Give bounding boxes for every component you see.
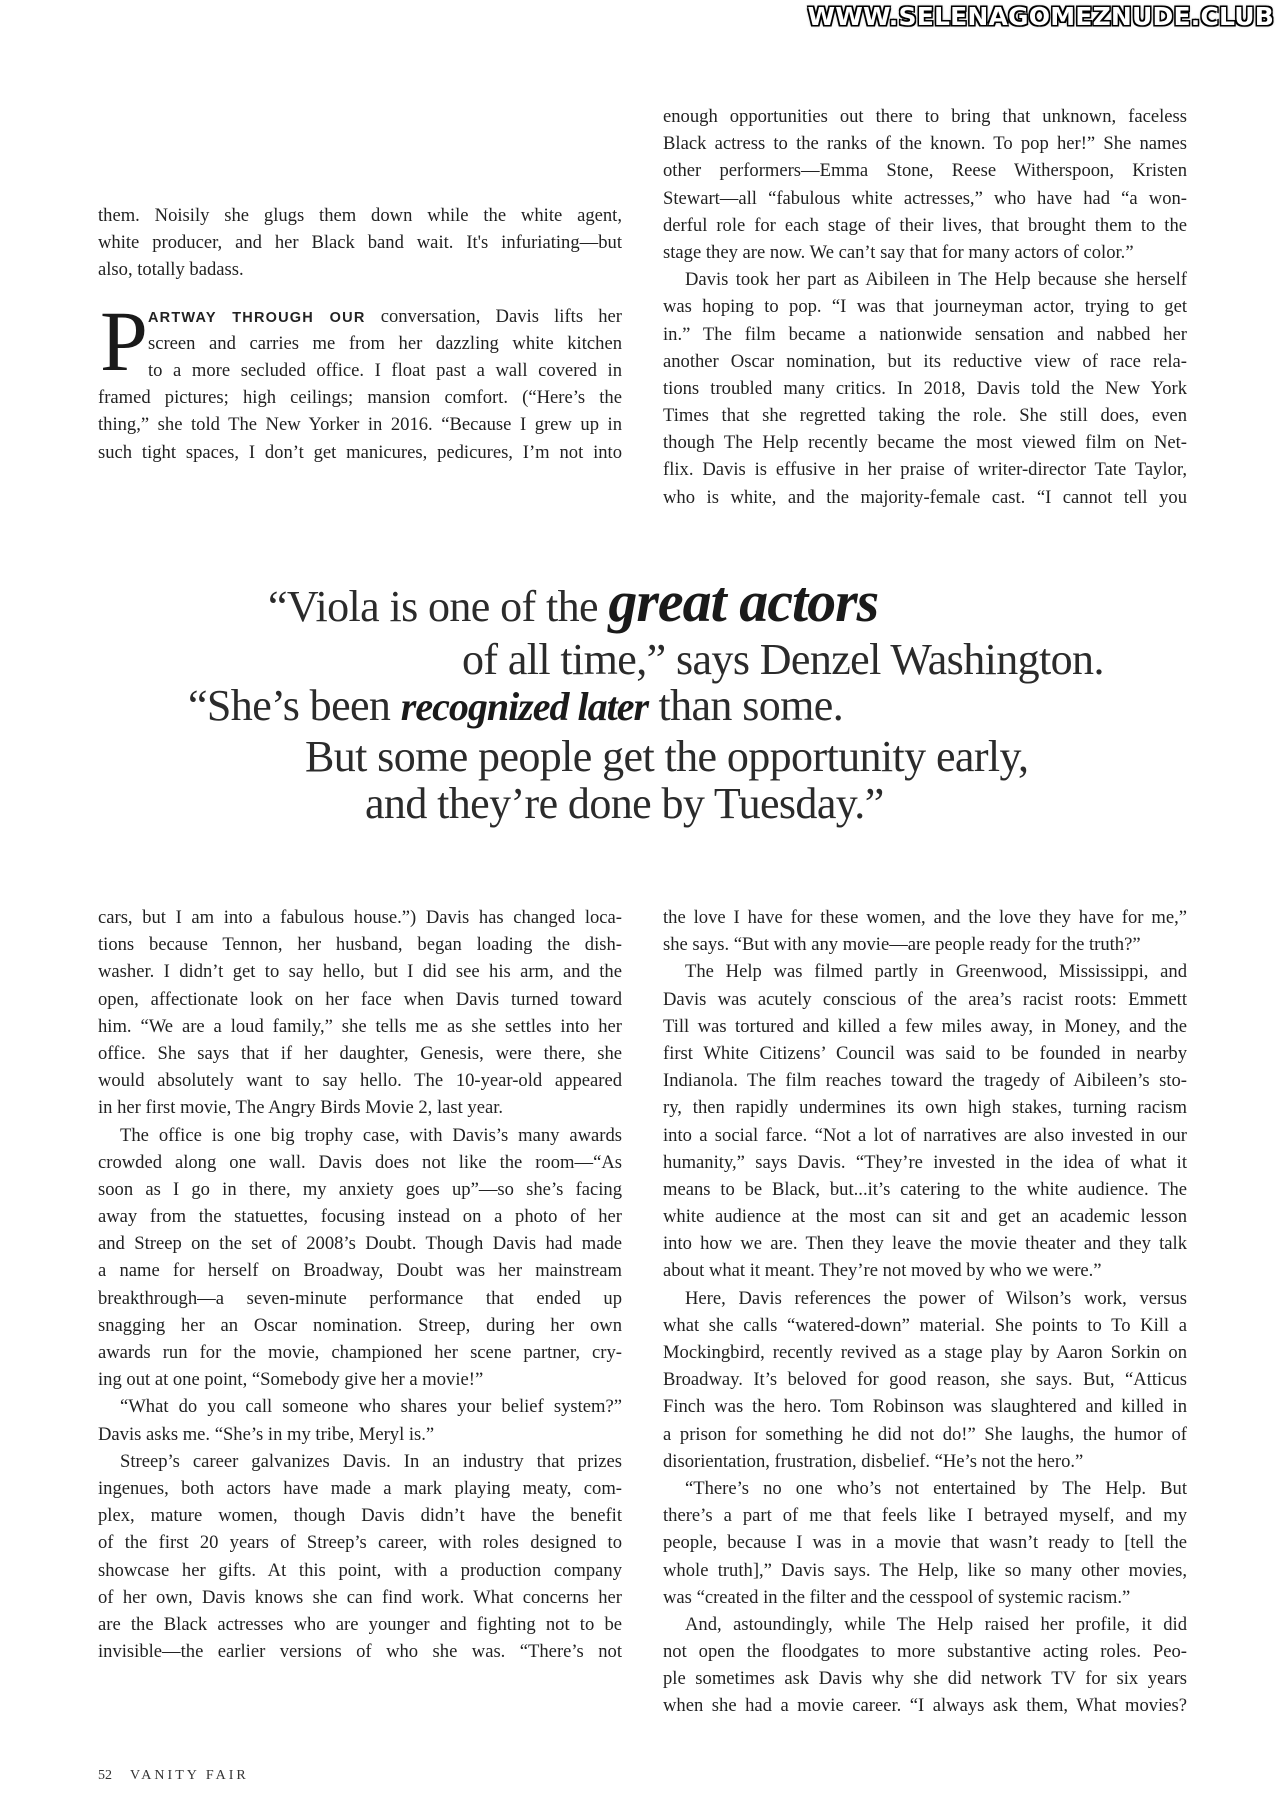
text-line: ingenues, both actors have made a mark playing meaty, com- — [98, 1477, 622, 1499]
text-line: breakthrough—a seven-minute performance that ended up — [98, 1287, 622, 1309]
text-line: awards run for the movie, championed her scene partner, cry- — [98, 1342, 622, 1363]
text-line: Davis asks me. “She’s in my tribe, Meryl is.” — [98, 1423, 435, 1445]
text-line: ry, then rapidly undermines its own high stakes, turning racism — [663, 1097, 1187, 1119]
text-line: washer. I didn’t get to say hello, but I did see his arm, and the — [98, 961, 622, 983]
text-line: also, totally badass. — [98, 259, 244, 281]
text-line: other performers—Emma Stone, Reese Witherspoon, Kristen — [663, 160, 1187, 182]
text-line: enough opportunities out there to bring that unknown, faceless — [663, 106, 1187, 127]
text-line: of the first 20 years of Streep’s career, with roles designed to — [98, 1532, 622, 1554]
text-line: was hoping to pop. “I was that journeyman actor, trying to get — [663, 296, 1187, 318]
pull-quote-text: “Viola is one of the — [268, 582, 609, 631]
text-line: ple sometimes ask Davis why she did network TV for six years — [663, 1668, 1187, 1690]
text-line: office. She says that if her daughter, Genesis, were there, she — [98, 1042, 622, 1064]
text-line: disorientation, frustration, disbelief. “He’s not the hero.” — [663, 1450, 1084, 1472]
text-line: are the Black actresses who are younger and fighting not to be — [98, 1613, 622, 1635]
column-bottom-left — [98, 904, 622, 1665]
pull-quote-line — [188, 682, 1280, 731]
text-line: snagging her an Oscar nomination. Streep, during her own — [98, 1314, 622, 1336]
text-line: the love I have for these women, and the love they have for me,” — [663, 907, 1187, 928]
text-line: when she had a movie career. “I always ask them, What movies? — [663, 1695, 1187, 1717]
column-bottom-right — [663, 904, 1187, 1720]
text-line: first White Citizens’ Council was said to be founded in nearby — [663, 1042, 1187, 1064]
pull-quote-line — [462, 636, 1280, 684]
text-line: Davis took her part as Aibileen in The Help because she herself — [685, 269, 1187, 291]
text-line: The Help was filmed partly in Greenwood, Mississippi, and — [685, 961, 1187, 983]
text-line: thing,” she told The New Yorker in 2016. “Because I grew up in — [98, 414, 622, 436]
text-line: Mockingbird, recently revived as a stage play by Aaron Sorkin on — [663, 1342, 1187, 1363]
text-line: was “created in the filter and the cesspool of systemic racism.” — [663, 1586, 1131, 1608]
column-top-right — [663, 103, 1187, 511]
text-line: into a social farce. “Not a lot of narratives are also invested in our — [663, 1124, 1187, 1146]
text-line: means to be Black, but...it’s catering to the white audience. The — [663, 1178, 1187, 1200]
text-line: not open the floodgates to more substantive acting roles. Peo- — [663, 1641, 1187, 1663]
text-line: tions troubled many critics. In 2018, Davis told the New York — [663, 377, 1187, 399]
text-line: flix. Davis is effusive in her praise of writer-director Tate Taylor, — [663, 459, 1187, 481]
pull-quote-line — [305, 733, 1280, 781]
lead-in-rest: conversation, Davis lifts her — [365, 305, 622, 327]
text-line: tions because Tennon, her husband, began loading the dish- — [98, 934, 622, 956]
text-line: Stewart—all “fabulous white actresses,” who have had “a won- — [663, 187, 1187, 209]
pull-quote-text: “She’s been — [188, 681, 401, 730]
text-line: invisible—the earlier versions of who she was. “There’s not — [98, 1641, 622, 1663]
text-line: there’s a part of me that feels like I betrayed myself, and my — [663, 1505, 1187, 1527]
text-line: plex, mature women, though Davis didn’t have the benefit — [98, 1505, 622, 1527]
text-line: about what it meant. They’re not moved by who we were.” — [663, 1260, 1102, 1282]
page-footer — [98, 1768, 249, 1784]
column-top-left — [98, 202, 622, 466]
pull-quote-line — [268, 569, 1280, 634]
text-line: derful role for each stage of their lives, that brought them to the — [663, 214, 1187, 236]
text-line: away from the statuettes, focusing instead on a photo of her — [98, 1206, 622, 1228]
text-line: them. Noisily she glugs them down while the white agent, — [98, 205, 622, 226]
text-line: Times that she regretted taking the role. She still does, even — [663, 405, 1187, 427]
pull-quote-text: But some people get the opportunity early, — [305, 732, 1029, 781]
text-line: she says. “But with any movie—are people ready for the truth?” — [663, 934, 1141, 956]
text-line: open, affectionate look on her face when Davis turned toward — [98, 988, 622, 1010]
text-line: stage they are now. We can’t say that for many actors of color.” — [663, 241, 1134, 263]
text-line: Davis was acutely conscious of the area’s racist roots: Emmett — [663, 988, 1187, 1010]
text-line: showcase her gifts. At this point, with a production company — [98, 1559, 622, 1581]
pull-quote-text: and they’re done by Tuesday.” — [365, 779, 884, 828]
dropcap-paragraph — [98, 292, 622, 466]
text-line: screen and carries me from her dazzling white kitchen — [148, 332, 622, 354]
text-line: framed pictures; high ceilings; mansion comfort. (“Here’s the — [98, 387, 622, 409]
page-number: 52 — [98, 1768, 112, 1783]
text-line: and Streep on the set of 2008’s Doubt. Though Davis had made — [98, 1233, 622, 1255]
text-line: Broadway. It’s beloved for good reason, she says. But, “Atticus — [663, 1369, 1187, 1391]
lead-in-smallcaps: ARTWAY THROUGH OUR — [148, 309, 366, 326]
pull-quote-text: of all time,” says Denzel Washington. — [462, 635, 1104, 684]
text-line: The office is one big trophy case, with Davis’s many awards — [120, 1124, 622, 1146]
text-line: people, because I was in a movie that wasn’t ready to [tell the — [663, 1532, 1187, 1554]
text-line: cars, but I am into a fabulous house.”) Davis has changed loca- — [98, 907, 622, 928]
pull-quote-emphasis: recognized later — [400, 684, 649, 729]
pull-quote-emphasis: great actors — [608, 569, 879, 634]
text-line: to a more secluded office. I float past a wall covered in — [148, 359, 622, 381]
text-line: “What do you call someone who shares your belief system?” — [120, 1396, 622, 1418]
text-line: into how we are. Then they leave the movie theater and they talk — [663, 1233, 1187, 1255]
text-line: Here, Davis references the power of Wilson’s work, versus — [685, 1287, 1187, 1309]
magazine-name: VANITY FAIR — [130, 1768, 249, 1783]
text-line: ing out at one point, “Somebody give her a movie!” — [98, 1369, 484, 1391]
drop-cap-letter: P — [100, 292, 148, 389]
text-line — [98, 303, 622, 330]
text-line: white audience at the most can sit and get an academic lesson — [663, 1206, 1187, 1228]
text-line: And, astoundingly, while The Help raised her profile, it did — [685, 1613, 1187, 1635]
text-line: in her first movie, The Angry Birds Movie 2, last year. — [98, 1097, 504, 1119]
pull-quote-text: than some. — [648, 681, 844, 730]
text-line: Finch was the hero. Tom Robinson was slaughtered and killed in — [663, 1396, 1187, 1418]
text-line: such tight spaces, I don’t get manicures, pedicures, I’m not into — [98, 441, 622, 463]
text-line: Indianola. The film reaches toward the tragedy of Aibileen’s sto- — [663, 1070, 1187, 1092]
text-line: soon as I go in there, my anxiety goes up”—so she’s facing — [98, 1178, 622, 1200]
text-line: in.” The film became a nationwide sensation and nabbed her — [663, 323, 1187, 345]
text-line: whole truth],” Davis says. The Help, like so many other movies, — [663, 1559, 1187, 1581]
text-line: a name for herself on Broadway, Doubt was her mainstream — [98, 1260, 622, 1282]
text-line: a prison for something he did not do!” She laughs, the humor of — [663, 1423, 1187, 1445]
text-line: Black actress to the ranks of the known. To pop her!” She names — [663, 133, 1187, 155]
text-line: Streep’s career galvanizes Davis. In an industry that prizes — [120, 1450, 622, 1472]
text-line: what she calls “watered-down” material. She points to To Kill a — [663, 1314, 1187, 1336]
pull-quote-line — [365, 780, 1280, 828]
text-line: white producer, and her Black band wait. It's infuriating—but — [98, 232, 622, 254]
text-line: crowded along one wall. Davis does not like the room—“As — [98, 1151, 622, 1173]
watermark-text: WWW.SELENAGOMEZNUDE.CLUB — [807, 2, 1274, 31]
text-line: of her own, Davis knows she can find work. What concerns her — [98, 1586, 622, 1608]
text-line: another Oscar nomination, but its reductive view of race rela- — [663, 350, 1187, 372]
text-line: though The Help recently became the most viewed film on Net- — [663, 432, 1187, 454]
text-line: humanity,” says Davis. “They’re invested in the idea of what it — [663, 1151, 1187, 1173]
text-line: who is white, and the majority-female cast. “I cannot tell you — [663, 486, 1187, 508]
text-line: him. “We are a loud family,” she tells me as she settles into her — [98, 1015, 622, 1037]
text-line: would absolutely want to say hello. The 10-year-old appeared — [98, 1070, 622, 1092]
text-line: Till was tortured and killed a few miles away, in Money, and the — [663, 1015, 1187, 1037]
text-line: “There’s no one who’s not entertained by The Help. But — [685, 1477, 1187, 1499]
